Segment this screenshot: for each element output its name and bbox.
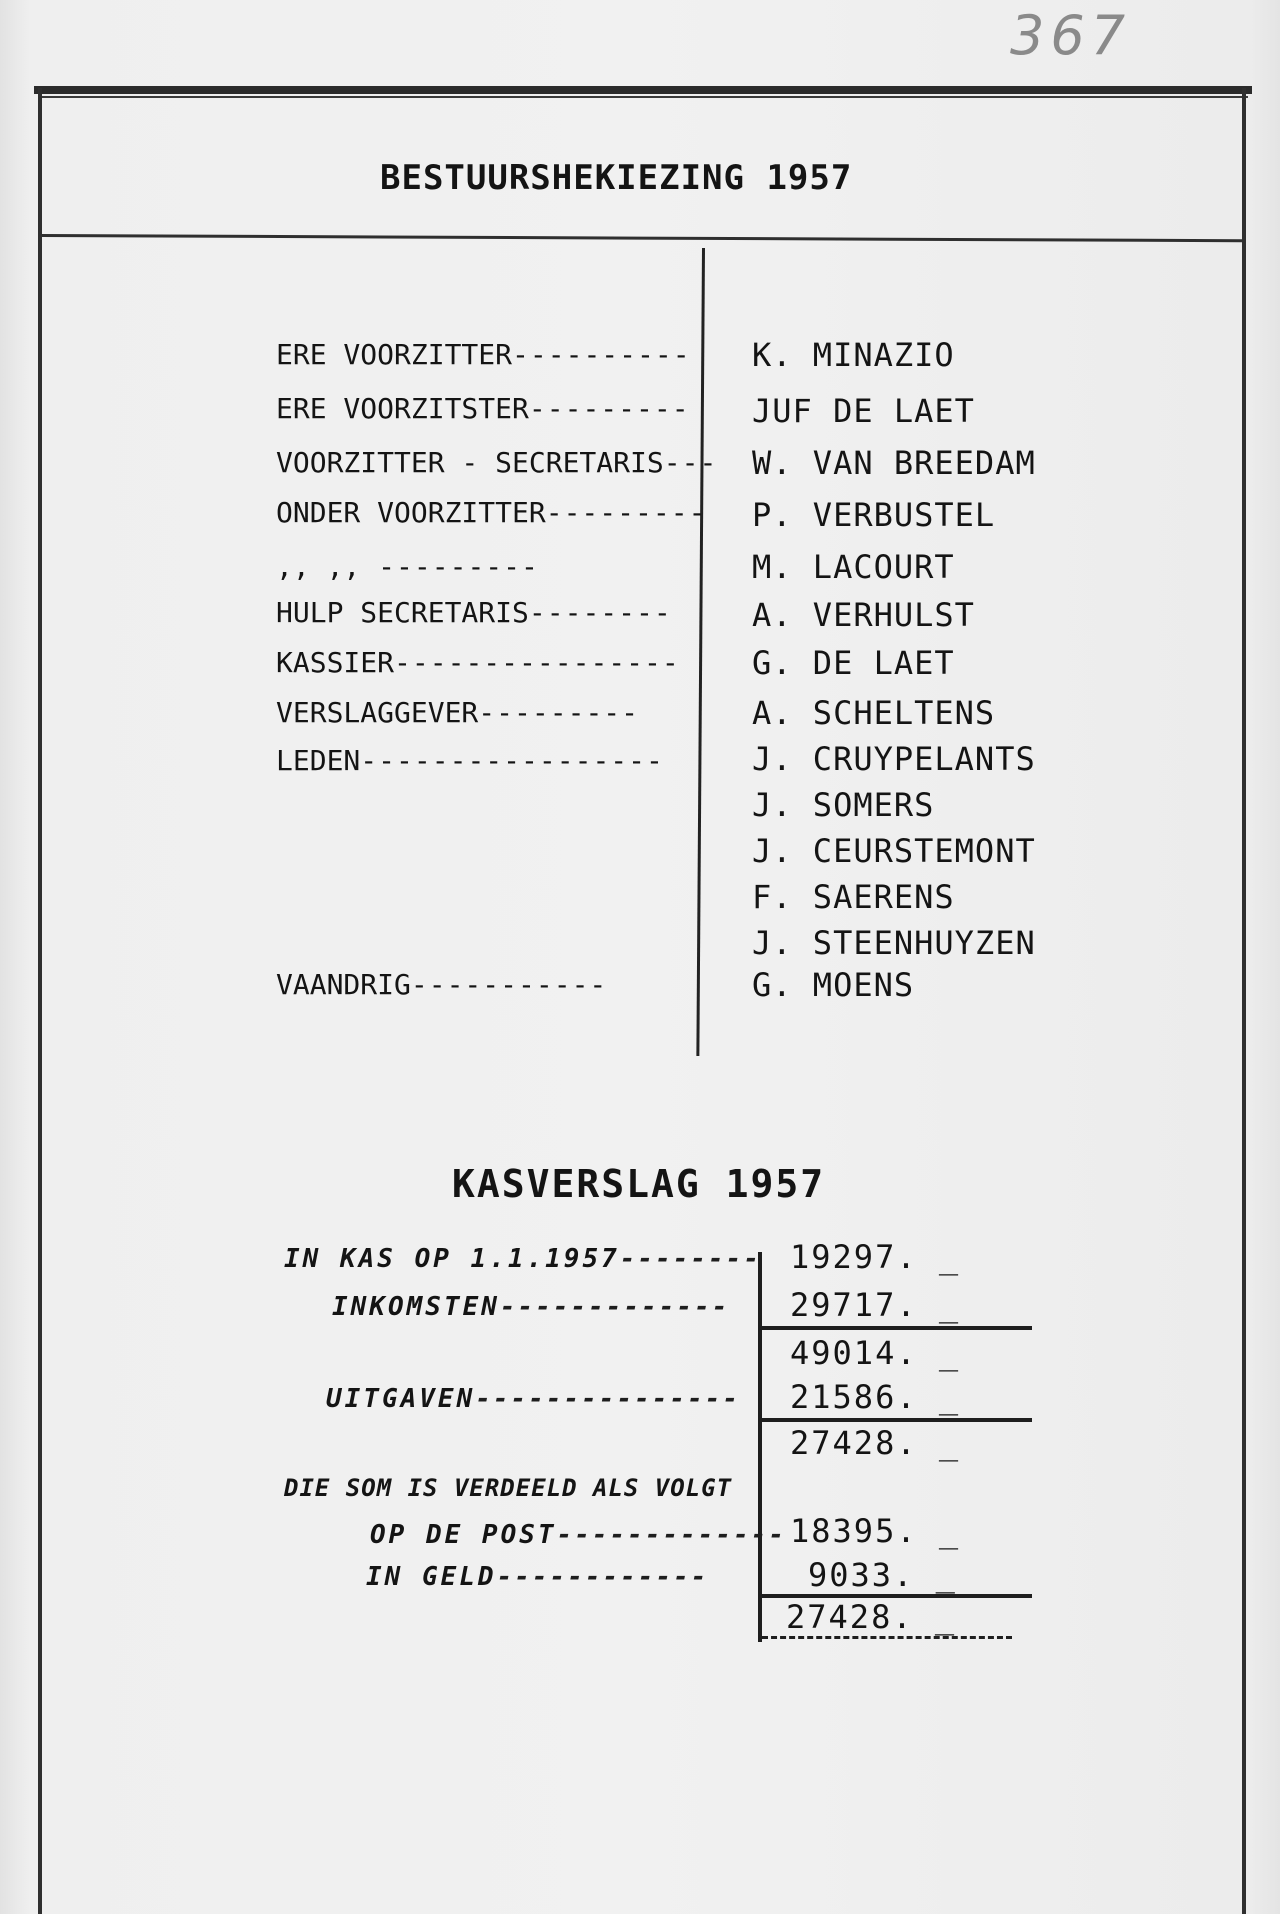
cash-column-divider [758,1252,762,1642]
role-label: ONDER VOORZITTER--------- [276,496,707,529]
closing-dash-line [762,1636,1012,1639]
page-number: 367 [1010,4,1132,67]
in-geld-label: IN GELD------------ [366,1562,709,1592]
member-name: A. SCHELTENS [752,694,996,732]
member-name: P. VERBUSTEL [752,496,996,534]
total-amount: 27428. _ [786,1598,957,1636]
in-kas-amount: 19297. _ [790,1238,961,1276]
member-name: J. STEENHUYZEN [752,924,1036,962]
role-label: VAANDRIG----------- [276,968,608,1001]
member-name: W. VAN BREEDAM [752,444,1036,482]
role-label: VERSLAGGEVER--------- [276,696,640,729]
member-name: A. VERHULST [752,596,975,634]
cash-balance-rule [762,1418,1032,1422]
inkomsten-label: INKOMSTEN------------- [332,1292,730,1322]
member-name: K. MINAZIO [752,336,955,374]
frame-top-inner-border [40,96,1248,98]
frame-left-border [38,88,42,1914]
balance-amount: 27428. _ [790,1424,961,1462]
frame-top-border [34,86,1252,94]
role-label: VOORZITTER - SECRETARIS--- [276,446,718,479]
member-name: M. LACOURT [752,548,955,586]
frame-right-border [1242,88,1246,1914]
member-name: G. DE LAET [752,644,955,682]
member-name: JUF DE LAET [752,392,975,430]
member-name: J. CRUYPELANTS [752,740,1036,778]
distribution-note: DIE SOM IS VERDEELD ALS VOLGT [284,1474,733,1502]
cash-subtotal-rule [762,1326,1032,1330]
op-de-post-amount: 18395. _ [790,1512,961,1550]
in-geld-amount: 9033. _ [808,1556,957,1594]
role-label: ERE VOORZITSTER--------- [276,392,690,425]
cash-report-title: KASVERSLAG 1957 [452,1162,826,1206]
member-name: F. SAERENS [752,878,955,916]
role-label: KASSIER---------------- [276,646,680,679]
subtotal-amount: 49014. _ [790,1334,961,1372]
uitgaven-amount: 21586. _ [790,1378,961,1416]
op-de-post-label: OP DE POST------------- [370,1520,787,1550]
board-election-title: BESTUURSHEKIEZING 1957 [380,158,853,198]
member-name: J. CEURSTEMONT [752,832,1036,870]
title-separator [42,234,1242,242]
role-label: LEDEN----------------- [276,744,664,777]
inkomsten-amount: 29717. _ [790,1286,961,1324]
role-label: ERE VOORZITTER---------- [276,338,691,371]
role-label: ,, ,, --------- [276,550,539,583]
member-name: J. SOMERS [752,786,935,824]
member-name: G. MOENS [752,966,915,1004]
in-kas-label: IN KAS OP 1.1.1957-------- [284,1244,761,1274]
uitgaven-label: UITGAVEN--------------- [326,1384,741,1414]
role-label: HULP SECRETARIS-------- [276,596,672,629]
